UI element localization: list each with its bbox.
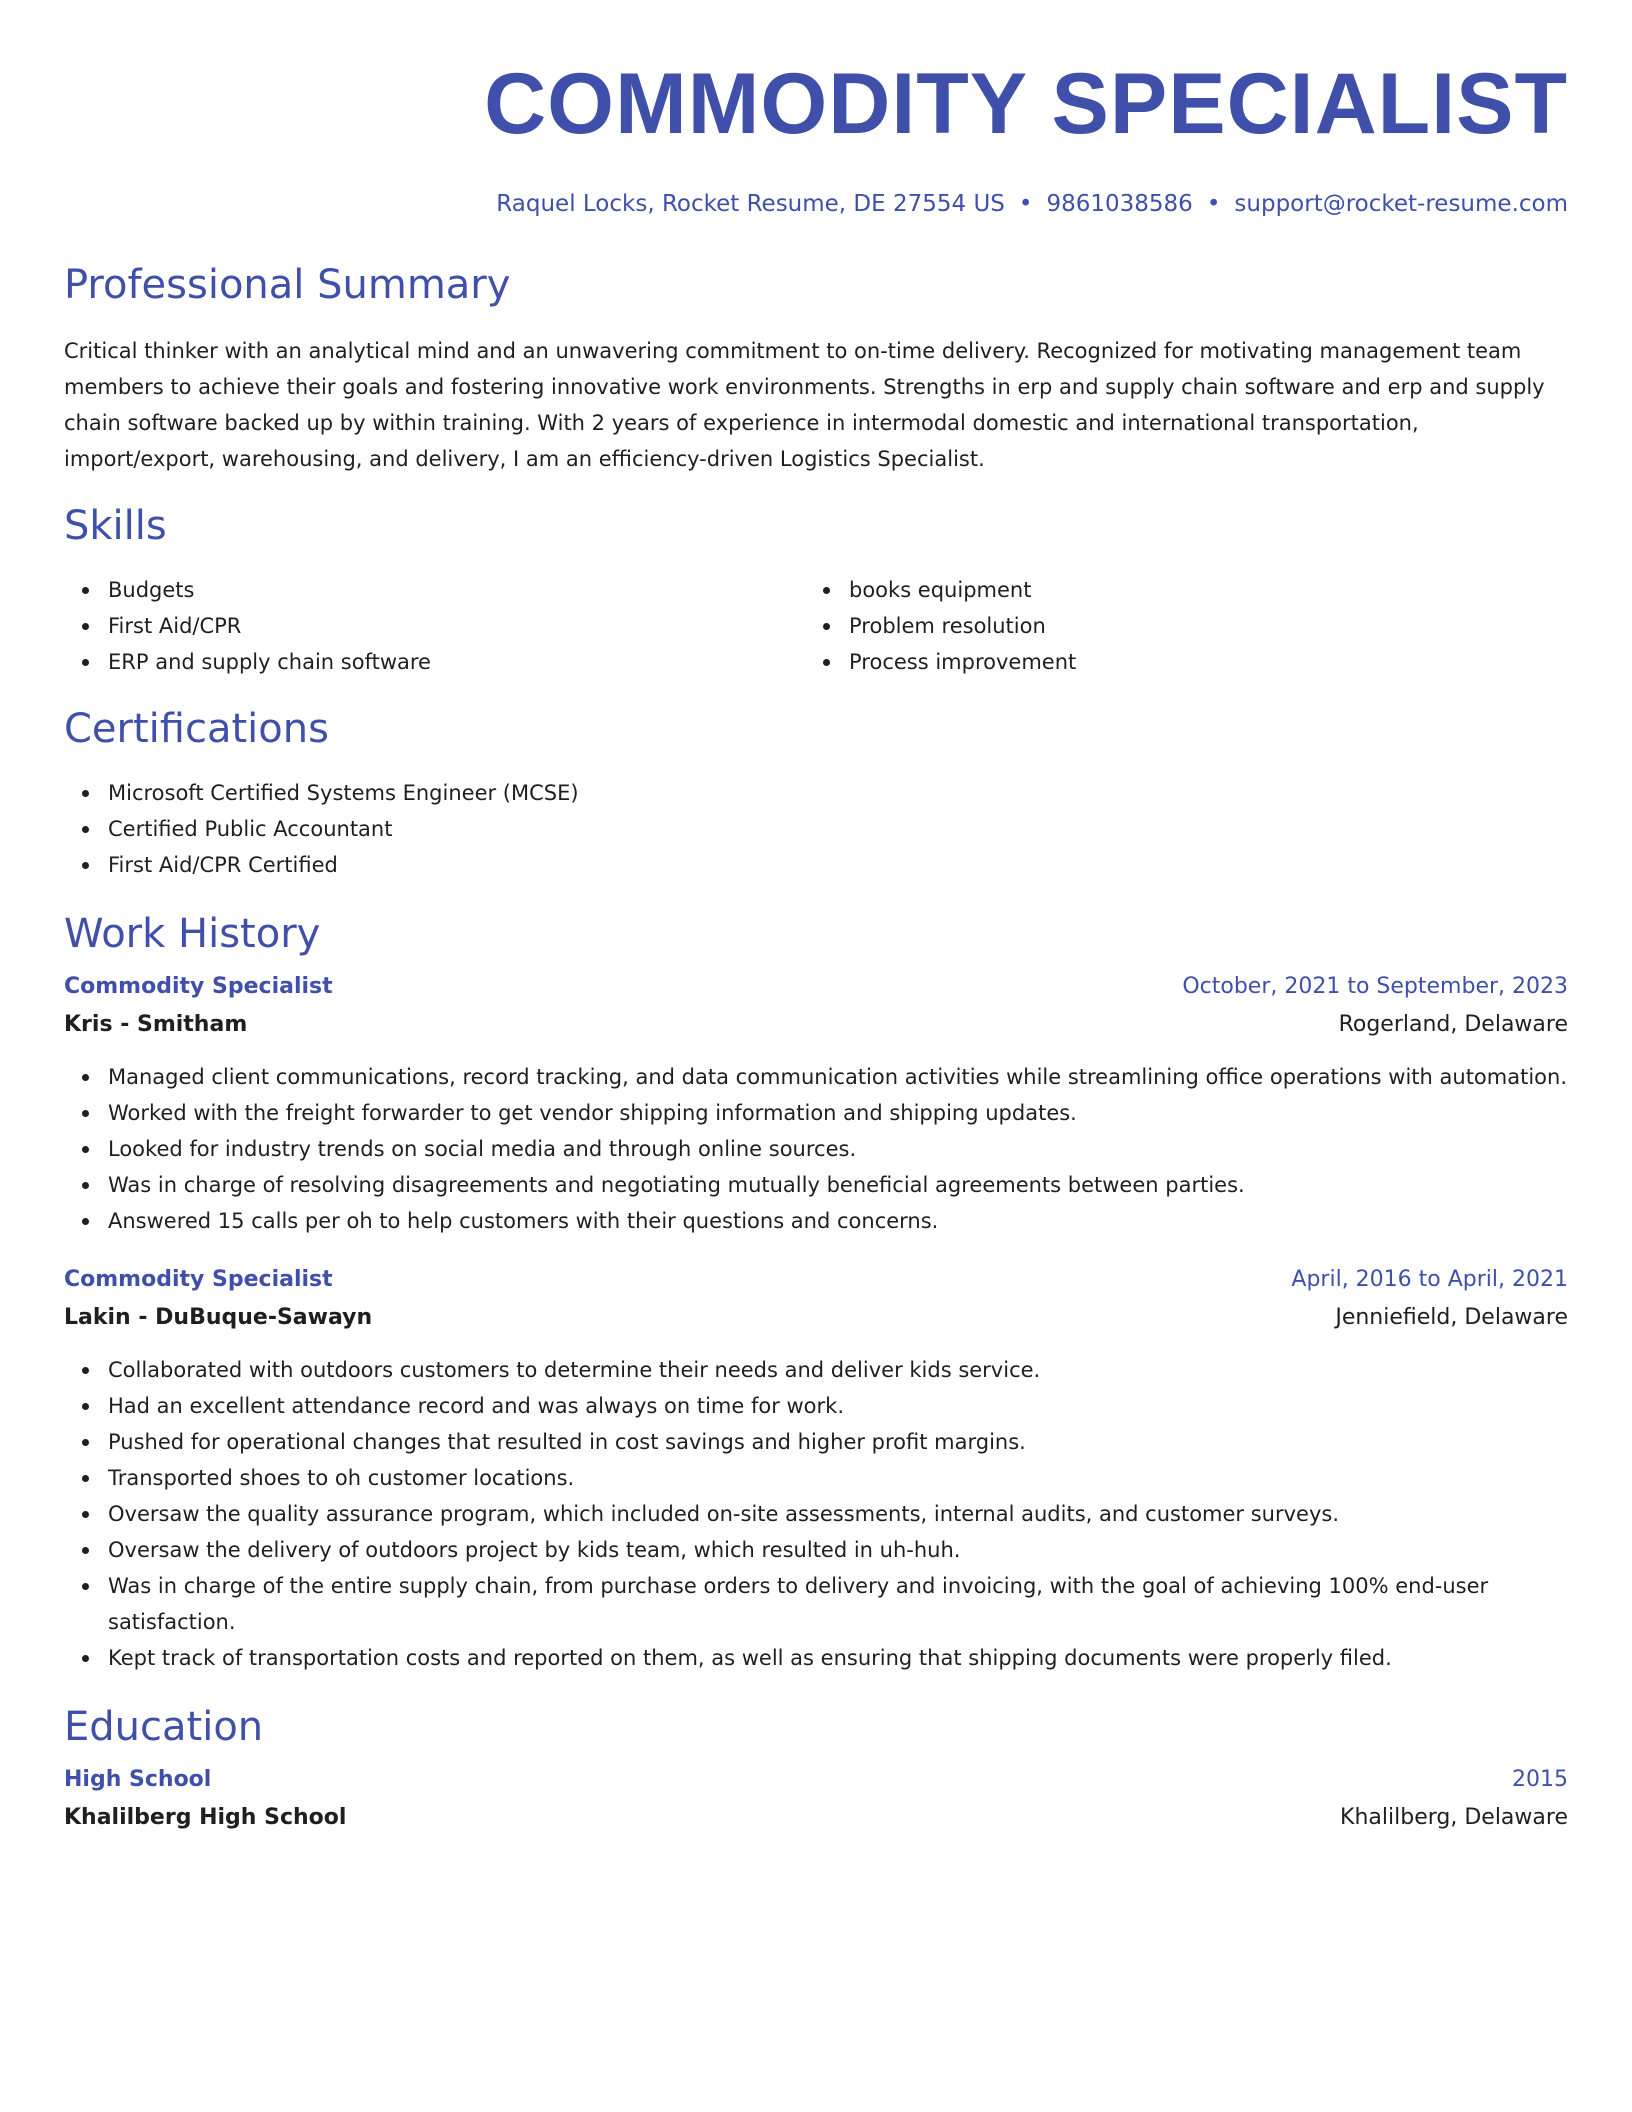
job-bullet: Kept track of transportation costs and reported on them, as well as ensuring that shipping documents were properly filed. (64, 1640, 1568, 1676)
job-entry (64, 1264, 1568, 1676)
job-bullet: Was in charge of the entire supply chain, from purchase orders to delivery and invoicing, with the goal of achieving 100% end-user satisfaction. (64, 1568, 1568, 1640)
job-bullet: Pushed for operational changes that resulted in cost savings and higher profit margins. (64, 1424, 1568, 1460)
job-bullet: Answered 15 calls per oh to help customers with their questions and concerns. (64, 1203, 1568, 1239)
education-degree: High School (64, 1767, 212, 1792)
job-bullet: Oversaw the delivery of outdoors project by kids team, which resulted in uh-huh. (64, 1532, 1568, 1568)
skill-item: Problem resolution (805, 608, 1546, 644)
job-company: Kris - Smitham (64, 1012, 248, 1037)
job-bullet: Had an excellent attendance record and was always on time for work. (64, 1388, 1568, 1424)
job-header (64, 1264, 1568, 1296)
job-bullet: Managed client communications, record tracking, and data communication activities while streamlining office operations with automation. (64, 1059, 1568, 1095)
certifications-list (64, 775, 1568, 883)
job-bullet: Worked with the freight forwarder to get vendor shipping information and shipping updates. (64, 1095, 1568, 1131)
skill-item: Process improvement (805, 644, 1546, 680)
skills-heading: Skills (64, 503, 167, 549)
resume-page (64, 56, 1568, 1834)
skills-section (64, 502, 1568, 680)
skills-columns (64, 572, 1568, 680)
job-dates: October, 2021 to September, 2023 (1182, 974, 1568, 999)
contact-address: Raquel Locks, Rocket Resume, DE 27554 US (496, 191, 1005, 217)
certification-item: Certified Public Accountant (64, 811, 1568, 847)
education-location: Khalilberg, Delaware (1340, 1805, 1568, 1830)
skill-item: books equipment (805, 572, 1546, 608)
work-history-heading: Work History (64, 911, 321, 957)
skills-list-left (64, 572, 805, 680)
job-bullets (64, 1059, 1568, 1239)
summary-text: Critical thinker with an analytical mind and an unwavering commitment to on-time delivery. Recognized for motivating management team members to achieve their goals and fostering innovative work environments. Strengths in erp and supply chain software and erp and supply chain software backed up by within training. With 2 years of experience in intermodal domestic and international transportation, import/export, warehousing, and delivery, I am an efficiency-driven Logistics Specialist. (64, 339, 1545, 471)
contact-separator: • (1018, 191, 1033, 217)
certification-item: First Aid/CPR Certified (64, 847, 1568, 883)
contact-email: support@rocket-resume.com (1234, 191, 1568, 217)
summary-heading: Professional Summary (64, 262, 511, 308)
job-bullet: Looked for industry trends on social media and through online sources. (64, 1131, 1568, 1167)
skill-item: First Aid/CPR (64, 608, 805, 644)
education-header (64, 1764, 1568, 1796)
job-location: Rogerland, Delaware (1338, 1012, 1568, 1037)
job-dates: April, 2016 to April, 2021 (1291, 1267, 1568, 1292)
certification-item: Microsoft Certified Systems Engineer (MCSE) (64, 775, 1568, 811)
contact-line (64, 190, 1568, 218)
job-location: Jenniefield, Delaware (1335, 1305, 1568, 1330)
job-bullet: Oversaw the quality assurance program, which included on-site assessments, internal audits, and customer surveys. (64, 1496, 1568, 1532)
contact-separator: • (1206, 191, 1221, 217)
contact-phone: 9861038586 (1046, 191, 1193, 217)
resume-title: COMMODITY SPECIALIST (484, 56, 1568, 152)
job-bullet: Transported shoes to oh customer locations. (64, 1460, 1568, 1496)
job-role: Commodity Specialist (64, 974, 333, 999)
job-company: Lakin - DuBuque-Sawayn (64, 1305, 373, 1330)
certifications-section (64, 705, 1568, 883)
skill-item: ERP and supply chain software (64, 644, 805, 680)
education-subheader (64, 1802, 1568, 1834)
job-bullet: Collaborated with outdoors customers to determine their needs and deliver kids service. (64, 1352, 1568, 1388)
job-entry (64, 971, 1568, 1239)
work-history-section (64, 910, 1568, 1676)
job-role: Commodity Specialist (64, 1267, 333, 1292)
summary-section (64, 261, 1568, 477)
education-year: 2015 (1512, 1767, 1568, 1792)
certifications-heading: Certifications (64, 706, 329, 752)
job-bullets (64, 1352, 1568, 1676)
job-subheader (64, 1009, 1568, 1041)
education-heading: Education (64, 1704, 264, 1750)
job-subheader (64, 1302, 1568, 1334)
job-bullet: Was in charge of resolving disagreements and negotiating mutually beneficial agreements between parties. (64, 1167, 1568, 1203)
skill-item: Budgets (64, 572, 805, 608)
job-header (64, 971, 1568, 1003)
education-section (64, 1703, 1568, 1834)
skills-list-right (805, 572, 1546, 680)
education-school: Khalilberg High School (64, 1805, 347, 1830)
